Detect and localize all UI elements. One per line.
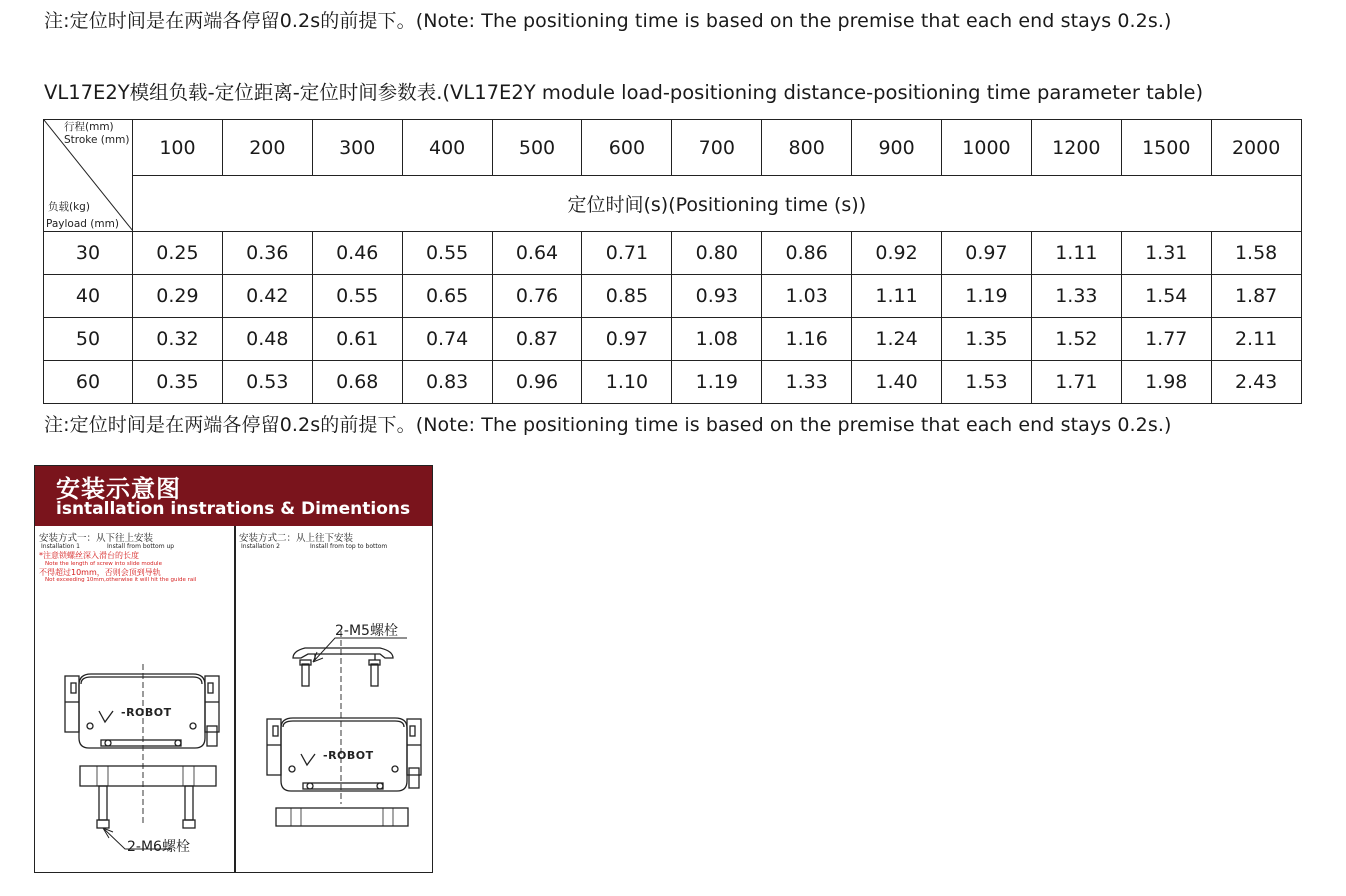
installation-panel xyxy=(34,465,433,873)
positioning-time-cell: 0.53 xyxy=(222,361,312,404)
positioning-time-cell: 0.61 xyxy=(312,318,402,361)
table-row xyxy=(44,232,1302,275)
positioning-time-cell: 0.46 xyxy=(312,232,402,275)
positioning-time-cell: 0.85 xyxy=(582,275,672,318)
stroke-header-cell: 100 xyxy=(133,120,223,176)
positioning-time-cell: 1.31 xyxy=(1121,232,1211,275)
table-corner-cell xyxy=(44,120,133,232)
positioning-time-cell: 1.11 xyxy=(852,275,942,318)
positioning-time-cell: 1.58 xyxy=(1211,232,1301,275)
table-row xyxy=(44,361,1302,404)
positioning-time-cell: 1.24 xyxy=(852,318,942,361)
stroke-header-cell: 200 xyxy=(222,120,312,176)
positioning-time-cell: 0.42 xyxy=(222,275,312,318)
m5-bolts xyxy=(300,660,380,686)
positioning-time-cell: 0.48 xyxy=(222,318,312,361)
stroke-header-cell: 500 xyxy=(492,120,582,176)
positioning-time-cell: 0.97 xyxy=(942,232,1032,275)
positioning-time-cell: 0.93 xyxy=(672,275,762,318)
positioning-time-cell: 1.77 xyxy=(1121,318,1211,361)
mount-plate-2-bottom xyxy=(276,808,408,826)
mount-plate-1 xyxy=(80,766,216,786)
positioning-time-cell: 0.96 xyxy=(492,361,582,404)
positioning-note-top: 注:定位时间是在两端各停留0.2s的前提下。(Note: The positioning time is based on the premise that each end stays 0.2s.) xyxy=(44,10,1172,32)
positioning-time-cell: 0.64 xyxy=(492,232,582,275)
positioning-time-cell: 0.68 xyxy=(312,361,402,404)
method2-title-en-2: Install from top to bottom xyxy=(310,543,388,550)
stroke-header-row xyxy=(44,120,1302,176)
positioning-time-cell: 0.80 xyxy=(672,232,762,275)
positioning-time-cell: 1.03 xyxy=(762,275,852,318)
positioning-time-cell: 1.08 xyxy=(672,318,762,361)
method1-warning-en-2: Not exceeding 10mm,otherwise it will hit the guide rail xyxy=(45,577,197,583)
stroke-header-cell: 1500 xyxy=(1121,120,1211,176)
positioning-time-cell: 1.52 xyxy=(1031,318,1121,361)
positioning-time-cell: 0.87 xyxy=(492,318,582,361)
m6-bolt-label: 2-M6螺栓 xyxy=(127,839,190,855)
positioning-time-subheader: 定位时间(s)(Positioning time (s)) xyxy=(133,176,1302,232)
stroke-header-cell: 1200 xyxy=(1031,120,1121,176)
positioning-time-cell: 1.10 xyxy=(582,361,672,404)
stroke-label-en: Stroke (mm) xyxy=(64,134,130,146)
method2-title-cn: 安装方式二：从上往下安装 xyxy=(239,533,354,544)
positioning-time-cell: 0.25 xyxy=(133,232,223,275)
payload-cell: 40 xyxy=(44,275,133,318)
positioning-time-cell: 1.71 xyxy=(1031,361,1121,404)
method1-title-en-1: Installation 1 xyxy=(41,543,80,550)
stroke-header-cell: 900 xyxy=(852,120,942,176)
positioning-time-cell: 0.65 xyxy=(402,275,492,318)
stroke-header-cell: 400 xyxy=(402,120,492,176)
positioning-time-cell: 1.33 xyxy=(1031,275,1121,318)
positioning-time-cell: 0.97 xyxy=(582,318,672,361)
method1-warning-cn-2: 不得超过10mm，否则会顶到导轨 xyxy=(39,568,161,577)
positioning-time-cell: 0.55 xyxy=(402,232,492,275)
table-row xyxy=(44,318,1302,361)
module-1-logo-text: -ROBOT xyxy=(121,706,172,719)
payload-cell: 30 xyxy=(44,232,133,275)
stroke-header-cell: 1000 xyxy=(942,120,1032,176)
positioning-time-cell: 0.76 xyxy=(492,275,582,318)
positioning-time-cell: 1.54 xyxy=(1121,275,1211,318)
positioning-time-cell: 1.53 xyxy=(942,361,1032,404)
positioning-time-cell: 0.55 xyxy=(312,275,402,318)
positioning-time-cell: 1.40 xyxy=(852,361,942,404)
positioning-time-cell: 1.11 xyxy=(1031,232,1121,275)
positioning-time-cell: 0.35 xyxy=(133,361,223,404)
positioning-time-cell: 0.32 xyxy=(133,318,223,361)
method1-warning-en-1: Note the length of screw into slide module xyxy=(45,561,162,567)
installation-title-cn: 安装示意图 xyxy=(56,475,181,503)
positioning-time-cell: 1.33 xyxy=(762,361,852,404)
positioning-time-cell: 0.86 xyxy=(762,232,852,275)
positioning-time-cell: 1.16 xyxy=(762,318,852,361)
installation-title-en: isntallation instrations & Dimentions xyxy=(56,499,411,519)
positioning-time-cell: 0.36 xyxy=(222,232,312,275)
positioning-time-cell: 2.43 xyxy=(1211,361,1301,404)
installation-drawing xyxy=(35,466,432,872)
positioning-note-bottom: 注:定位时间是在两端各停留0.2s的前提下。(Note: The positioning time is based on the premise that each end stays 0.2s.) xyxy=(44,414,1172,436)
method1-title-cn: 安装方式一：从下往上安装 xyxy=(39,533,154,544)
positioning-time-cell: 2.11 xyxy=(1211,318,1301,361)
stroke-header-cell: 600 xyxy=(582,120,672,176)
positioning-time-cell: 1.98 xyxy=(1121,361,1211,404)
stroke-label-cn: 行程(mm) xyxy=(64,121,114,133)
m6-bolts xyxy=(97,786,195,828)
positioning-time-cell: 0.74 xyxy=(402,318,492,361)
positioning-time-cell: 1.19 xyxy=(672,361,762,404)
parameter-table xyxy=(43,119,1302,404)
positioning-time-cell: 0.71 xyxy=(582,232,672,275)
positioning-time-cell: 1.19 xyxy=(942,275,1032,318)
payload-cell: 60 xyxy=(44,361,133,404)
positioning-time-cell: 0.29 xyxy=(133,275,223,318)
positioning-time-cell: 0.92 xyxy=(852,232,942,275)
m5-bolt-label: 2-M5螺栓 xyxy=(335,623,398,639)
module-2-logo-text: -ROBOT xyxy=(323,749,374,762)
payload-label-en: Payload (mm) xyxy=(46,218,119,230)
positioning-time-cell: 1.87 xyxy=(1211,275,1301,318)
table-title: VL17E2Y模组负载-定位距离-定位时间参数表.(VL17E2Y module load-positioning distance-positioning time parameter table) xyxy=(44,81,1204,104)
table-row xyxy=(44,275,1302,318)
method1-warning-cn-1: *注意锁螺丝深入滑台的长度 xyxy=(39,551,139,560)
method2-title-en-1: Installation 2 xyxy=(241,543,280,550)
method1-title-en-2: Install from bottom up xyxy=(107,543,175,550)
positioning-time-cell: 1.35 xyxy=(942,318,1032,361)
subheader-row xyxy=(44,176,1302,232)
stroke-header-cell: 800 xyxy=(762,120,852,176)
mount-plate-2-top xyxy=(293,648,393,660)
stroke-header-cell: 2000 xyxy=(1211,120,1301,176)
positioning-time-cell: 0.83 xyxy=(402,361,492,404)
payload-cell: 50 xyxy=(44,318,133,361)
payload-label-cn: 负载(kg) xyxy=(48,201,90,213)
stroke-header-cell: 300 xyxy=(312,120,402,176)
stroke-header-cell: 700 xyxy=(672,120,762,176)
